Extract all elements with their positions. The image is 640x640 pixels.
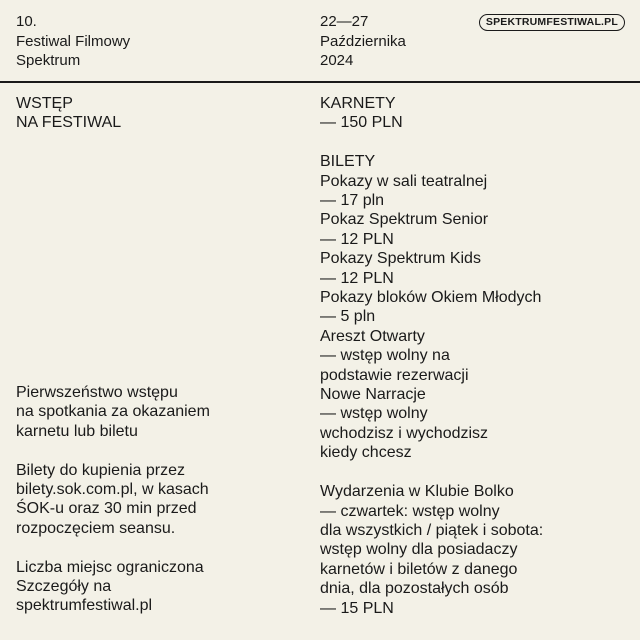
- price-item: — 5 pln: [320, 308, 376, 326]
- bolko-line: dla wszystkich / piątek i sobota:: [320, 521, 544, 539]
- price-item: kiedy chcesz: [320, 444, 412, 462]
- spacer: [16, 538, 210, 557]
- bolko-line: — czwartek: wstęp wolny: [320, 502, 500, 520]
- price-item: Areszt Otwarty: [320, 327, 425, 345]
- bolko-line: Wydarzenia w Klubie Bolko: [320, 483, 514, 501]
- bolko-line: — 15 PLN: [320, 599, 394, 617]
- tickets-info-line: rozpoczęciem seansu.: [16, 519, 176, 537]
- price-item: Pokazy w sali teatralnej: [320, 172, 488, 190]
- price-item: podstawie rezerwacji: [320, 366, 469, 384]
- festival-dates-block: [320, 12, 406, 71]
- website-badge: SPEKTRUMFESTIWAL.PL: [479, 14, 625, 31]
- price-item: Pokazy bloków Okiem Młodych: [320, 289, 542, 307]
- price-item: Pokazy Spektrum Kids: [320, 250, 481, 268]
- details-line: Szczegóły na: [16, 578, 112, 596]
- tickets-heading: BILETY: [320, 153, 376, 171]
- spacer: [320, 133, 543, 152]
- price-item: — 17 pln: [320, 192, 385, 210]
- tickets-info-line: bilety.sok.com.pl, w kasach: [16, 481, 209, 499]
- price-item: wchodzisz i wychodzisz: [320, 424, 489, 442]
- details-line: Liczba miejsc ograniczona: [16, 558, 204, 576]
- header-divider: [0, 81, 640, 83]
- festival-year: 2024: [320, 52, 354, 69]
- festival-month: Października: [320, 32, 406, 50]
- price-item: — 12 PLN: [320, 230, 394, 248]
- passes-price: — 150 PLN: [320, 114, 403, 132]
- details-line: spektrumfestiwal.pl: [16, 597, 153, 615]
- spacer: [16, 441, 210, 460]
- priority-line: na spotkania za okazaniem: [16, 403, 210, 421]
- price-list: [320, 94, 543, 618]
- price-item: — 12 PLN: [320, 269, 394, 287]
- entry-title-line2: NA FESTIWAL: [16, 114, 122, 132]
- price-item: Nowe Narracje: [320, 386, 426, 404]
- spacer: [320, 463, 543, 482]
- passes-heading: KARNETY: [320, 95, 396, 112]
- entry-info: [16, 383, 210, 616]
- entry-title: [16, 94, 121, 133]
- priority-line: Pierwszeństwo wstępu: [16, 384, 178, 401]
- festival-name-line1: Festiwal Filmowy: [16, 32, 131, 50]
- tickets-info-line: ŚOK-u oraz 30 min przed: [16, 500, 197, 518]
- entry-title-line1: WSTĘP: [16, 95, 73, 112]
- bolko-line: karnetów i biletów z danego: [320, 560, 518, 578]
- bolko-line: wstęp wolny dla posiadaczy: [320, 541, 518, 559]
- festival-name-block: [16, 12, 130, 71]
- edition-number: 10.: [16, 13, 37, 30]
- festival-dates: 22—27: [320, 13, 369, 30]
- festival-name-line2: Spektrum: [16, 52, 81, 69]
- price-item: — wstęp wolny na: [320, 347, 450, 365]
- tickets-info-line: Bilety do kupienia przez: [16, 461, 185, 479]
- priority-line: karnetu lub biletu: [16, 422, 138, 440]
- price-item: Pokaz Spektrum Senior: [320, 211, 489, 229]
- bolko-line: dnia, dla pozostałych osób: [320, 580, 509, 598]
- price-item: — wstęp wolny: [320, 405, 428, 423]
